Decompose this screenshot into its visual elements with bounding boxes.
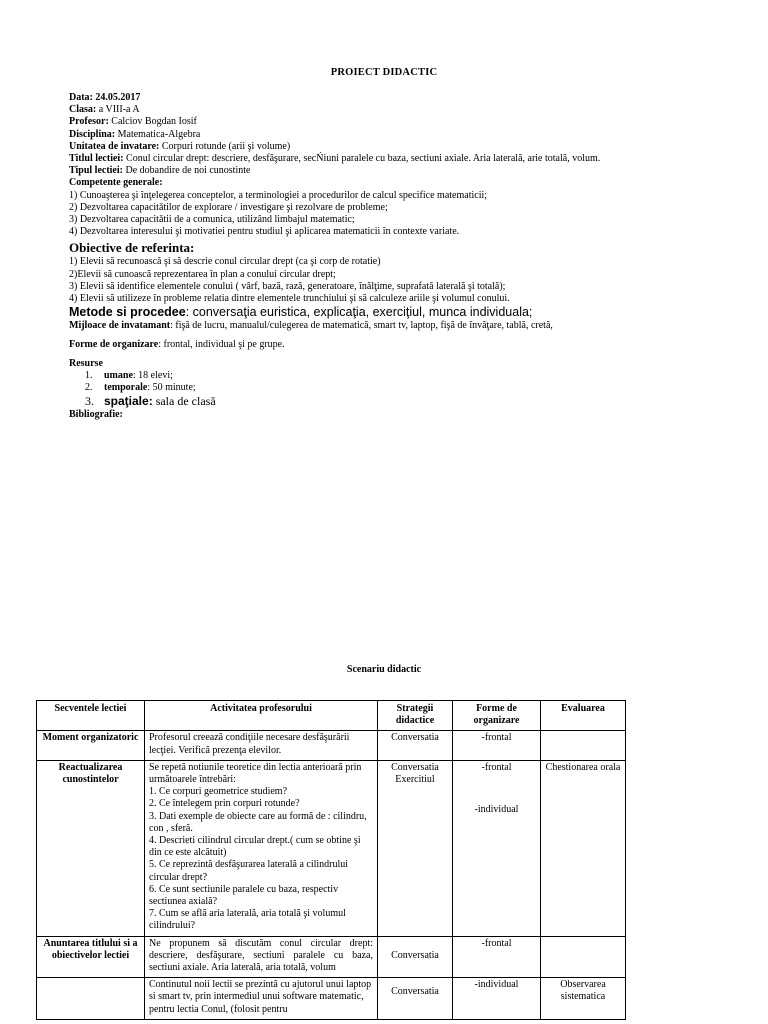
competenta-item: 3) Dezvoltarea capacitǎtii de a comunica, utilizând limbajul matematic; — [69, 214, 355, 226]
table-row — [37, 936, 626, 978]
competente-label: Competente generale: — [69, 177, 163, 189]
competenta-item: 1) Cunoaşterea şi înţelegerea conceptelor, a terminologiei a procedurilor de calcul specifice matematicii; — [69, 189, 488, 201]
evaluare-cell — [541, 936, 626, 978]
column-header: Strategii didactice — [378, 701, 453, 731]
disciplina-value: Matematica-Algebra — [115, 128, 201, 140]
strategii-cell: Conversatia Exercitiul — [378, 760, 453, 936]
activitate-cell: Se repetă notiunile teoretice din lectia anterioară prin următoarele întrebări: 1. Ce corpuri geometrice studiem? 2. Ce întelegem prin corpuri rotunde? 3. Dati exemple de obiecte care au formă de : cilindru, con , sferă. 4. Descrieti cilindrul circular drept.( cum se obtine şi din ce este alcătuit) 5. Ce reprezintă desfăşurarea laterală a cilindrului circular drept? 6. Ce sunt sectiunile paralele cu baza, respectiv sectiunea axială? 7. Cum se află aria laterală, aria totală şi volumul cilindrului? — [145, 760, 378, 936]
obiectiv-item: 2)Elevii să cunoască reprezentarea în plan a conului circular drept; — [69, 268, 336, 280]
secventa-cell: Anuntarea titlului si a obiectivelor lectiei — [37, 936, 145, 978]
scenariu-title: Scenariu didactic — [346, 664, 422, 675]
forme-cell: -frontal -individual — [453, 760, 541, 936]
resurse-label: Resurse — [69, 357, 103, 369]
forme-label: Forme de organizare — [69, 339, 159, 351]
obiectiv-item: 1) Elevii să recunoască şi să descrie conul circular drept (ca şi corp de rotatie) — [69, 256, 381, 268]
clasa-label: Clasa: — [69, 104, 97, 116]
tipul-label: Tipul lectiei: — [69, 165, 123, 177]
tipul-value: De dobandire de noi cunostinte — [122, 165, 251, 177]
titlul-value: Conul circular drept: descriere, desfăşurare, secŃiuni paralele cu baza, sectiuni axiale. Aria laterală, arie totală, volum. — [123, 153, 601, 165]
data-label: Data: — [69, 92, 93, 103]
profesor-label: Profesor: — [69, 116, 109, 128]
strategii-cell: Conversatia — [378, 936, 453, 978]
resursa-item: 2. temporale: 50 minute; — [85, 382, 196, 394]
mijloace-label: Mijloace de invatamant — [69, 320, 171, 332]
secventa-cell — [37, 978, 145, 1020]
titlul-label: Titlul lectiei: — [69, 153, 124, 165]
table-row — [37, 760, 626, 936]
document-title: PROIECT DIDACTIC — [330, 67, 438, 78]
table-header-row — [37, 701, 626, 731]
metode-line — [69, 305, 749, 320]
evaluare-cell: Observarea sistematica — [541, 978, 626, 1020]
project-header — [69, 92, 749, 421]
forme-cell: -frontal — [453, 731, 541, 760]
competenta-item: 2) Dezvoltarea capacitǎtilor de explorare / investigare şi rezolvare de probleme; — [69, 201, 388, 213]
tipul-line — [69, 165, 749, 177]
resurse-list — [69, 370, 749, 409]
titlul-line — [69, 153, 749, 165]
resursa-item: 1. umane: 18 elevi; — [85, 369, 173, 381]
profesor-value: Calciov Bogdan Iosif — [108, 116, 197, 128]
table-row — [37, 731, 626, 760]
clasa-value: a VIII-a A — [96, 104, 140, 116]
obiectiv-item: 3) Elevii să identifice elementele conului ( vârf, bază, rază, generatoare, înălţime, suprafată laterală şi totală); — [69, 280, 506, 292]
data-value: 24.05.2017 — [95, 92, 141, 103]
unitatea-line — [69, 141, 749, 153]
evaluare-cell: Chestionarea orala — [541, 760, 626, 936]
strategii-cell: Conversatia — [378, 731, 453, 760]
mijloace-value: : fişă de lucru, manualul/culegerea de matematică, smart tv, laptop, fişă de învăţare, tablă, cretă, — [170, 320, 553, 332]
forme-value: : frontal, individual şi pe grupe. — [158, 339, 285, 351]
forme-cell: -frontal — [453, 936, 541, 978]
strategii-cell: Conversatia — [378, 978, 453, 1020]
mijloace-line — [69, 320, 749, 332]
activitate-cell: Continutul noii lectii se prezintă cu ajutorul unui laptop si smart tv, prin intermediul unui software matematic, pentru lectia Conul, (folosit pentru — [145, 978, 378, 1020]
forme-line — [69, 339, 749, 351]
metode-value: : conversaţia euristica, explicaţia, exerciţiul, munca individuala; — [185, 305, 533, 320]
secventa-cell: Moment organizatoric — [37, 731, 145, 760]
data-line — [69, 92, 749, 104]
clasa-line — [69, 104, 749, 116]
resursa-item: 3. spaţiale: sala de clasă — [85, 394, 216, 409]
obiectiv-item: 4) Elevii să utilizeze în probleme relatia dintre elementele trunchiului şi să calculeze ariile şi volumul conului. — [69, 293, 510, 305]
column-header: Secventele lectiei — [37, 701, 145, 731]
table-row — [37, 978, 626, 1020]
column-header: Forme de organizare — [453, 701, 541, 731]
column-header: Activitatea profesorului — [145, 701, 378, 731]
obiective-heading: Obiective de referinta: — [69, 240, 195, 256]
activitate-cell: Profesorul creează condiţiile necesare desfăşurării lecţiei. Verifică prezenţa elevilor. — [145, 731, 378, 760]
disciplina-label: Disciplina: — [69, 128, 116, 140]
profesor-line — [69, 116, 749, 128]
evaluare-cell — [541, 731, 626, 760]
column-header: Evaluarea — [541, 701, 626, 731]
bibliografie-label: Bibliografie: — [69, 409, 123, 421]
unitatea-label: Unitatea de invatare: — [69, 140, 160, 152]
secventa-cell: Reactualizarea cunostintelor — [37, 760, 145, 936]
activitate-cell: Ne propunem să discutăm conul circular drept: descriere, desfăşurare, sectiuni paralele cu baza, sectiuni axiale. Aria laterală, aria totală, volum — [145, 936, 378, 978]
forme-cell: -individual — [453, 978, 541, 1020]
unitatea-value: Corpuri rotunde (arii şi volume) — [159, 140, 291, 152]
disciplina-line — [69, 129, 749, 141]
metode-label: Metode si procedee — [69, 305, 186, 320]
competenta-item: 4) Dezvoltarea interesului şi motivatiei pentru studiul şi aplicarea matematicii în contexte variate. — [69, 226, 460, 238]
scenariu-table — [36, 700, 626, 1020]
